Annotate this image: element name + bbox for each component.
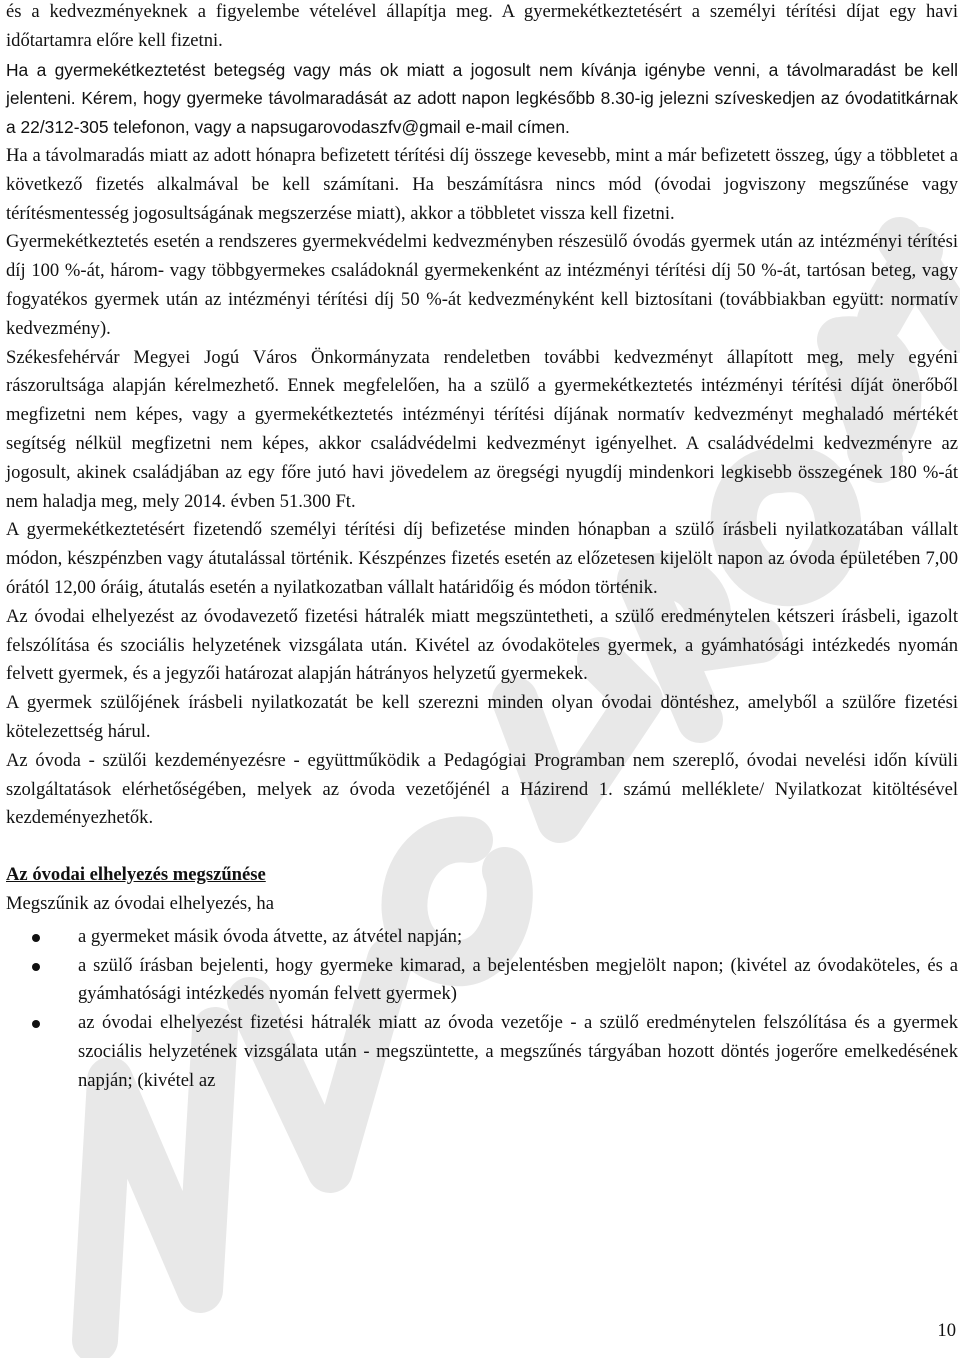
list-item [6, 952, 958, 1010]
paragraph-overpayment: Ha a távolmaradás miatt az adott hónapra befizetett térítési díj összege kevesebb, mint a már befizetett összeg, úgy a többletet a következő fizetés alkalmával be kell számítani. Ha beszámításra nincs mód (óvodai jogviszony megszűnése vagy térítésmentesség jogosultságának megszerzése miatt), akkor a többletet vissza kell fizetni. [6, 144, 958, 224]
bullet-icon [32, 963, 40, 971]
termination-list [6, 923, 958, 1096]
section-intro: Megszűnik az óvodai elhelyezés, ha [6, 892, 274, 914]
bullet-icon [32, 1020, 40, 1028]
paragraph-termination-arrears: Az óvodai elhelyezést az óvodavezető fizetési hátralék miatt megszüntetheti, a szülő eredménytelen kétszeri írásbeli, igazolt felszólítása és szociális helyzetének vizsgálata után. Kivétel az óvodaköteles gyermek, a gyámhatósági intézkedés nyomán felvett gyermek, és a jegyzői határozat alapján hátrányos helyzetű gyermekek. [6, 605, 958, 685]
list-item [6, 923, 958, 952]
paragraph-parent-declaration: A gyermek szülőjének írásbeli nyilatkozatát be kell szerezni minden olyan óvodai döntéshez, amelyből a szülőre fizetési kötelezettség hárul. [6, 692, 958, 742]
body-text [6, 0, 958, 1095]
paragraph-payment-method: A gyermekétkeztetésért fizetendő személyi térítési díj befizetése minden hónapban a szülő írásbeli nyilatkozatában vállalt módon, készpénzben vagy átutalással történik. Készpénzes fizetés esetén az előzetesen kijelölt napon az óvoda épületében 7,00 órától 12,00 óráig, átutalás esetén a nyilatkozatban vállalt határidőig és módon történik. [6, 519, 958, 598]
list-item-text: a szülő írásban bejelenti, hogy gyermeke kimarad, a bejelentésben megjelölt napon; (kivétel az óvodaköteles, és a gyámhatósági intézkedés nyomán felvett gyermek) [78, 954, 958, 1005]
paragraph-family-discount: Székesfehérvár Megyei Jogú Város Önkormányzata rendeletben további kedvezményt állapított meg, mely egyéni rászorultsága alapján kérelmezhető. Ennek megfelelően, ha a szülő a gyermekétkeztetés intézményi térítési díját önerőből megfizetni nem képes, vagy a gyermekétkeztetés intézményi térítési díjának normatív kedvezményt meghaladó mértékét segítség nélkül megfizetni nem képes, akkor családvédelmi kedvezményt igényelhet. A családvédelmi kedvezményre az jogosult, akinek családjában az egy főre jutó havi jövedelem az öregségi nyugdíj mindenkori legkisebb összegének 180 %-át nem haladja meg, mely 2014. évben 51.300 Ft. [6, 346, 958, 512]
bullet-icon [32, 934, 40, 942]
list-item [6, 1009, 958, 1095]
section-heading: Az óvodai elhelyezés megszűnése [6, 864, 266, 886]
list-item-text: az óvodai elhelyezést fizetési hátralék miatt az óvoda vezetője - a szülő eredménytelen felszólítása és a gyermek szociális helyzetének vizsgálata után - megszüntette, a megszűnés tárgyában hozott döntés jogerőre emelkedésének napján; (kivétel az [78, 1012, 958, 1091]
paragraph-absence-notice: Ha a gyermekétkeztetést betegség vagy más ok miatt a jogosult nem kívánja igénybe venni, a távolmaradást be kell jelenteni. Kérem, hogy gyermeke távolmaradását az adott napon legkésőbb 8.30-ig jelezni szíveskedjen az óvodatitkárnak a 22/312-305 telefonon, vagy a napsugarovodaszfv@gmail e-mail címen. [6, 59, 958, 138]
paragraph-extra-services: Az óvoda - szülői kezdeményezésre - együttműködik a Pedagógiai Programban nem szereplő, óvodai nevelési időn kívüli szolgáltatások elérhetőségében, melyek az óvoda vezetőjénél a Házirend 1. számú melléklete/ Nyilatkozat kitöltésével kezdeményezhetők. [6, 749, 958, 829]
paragraph-fee-rules: és a kedvezményeknek a figyelembe vételével állapítja meg. A gyermekétkeztetésért a személyi térítési díjat egy havi időtartamra előre kell fizetni. [6, 1, 958, 51]
page-number: 10 [937, 1320, 956, 1341]
list-item-text: a gyermeket másik óvoda átvette, az átvétel napján; [78, 925, 463, 947]
paragraph-normative-discount: Gyermekétkeztetés esetén a rendszeres gyermekvédelmi kedvezményben részesülő óvodás gyermek után az intézményi térítési díj 100 %-át, három- vagy többgyermekes családoknál gyermekenként az intézményi térítési díj 50 %-át, tartósan beteg, vagy fogyatékos gyermek után az intézményi térítési díj 50 %-át kedvezményként kell biztosítani (továbbiakban együtt: normatív kedvezmény). [6, 231, 958, 339]
